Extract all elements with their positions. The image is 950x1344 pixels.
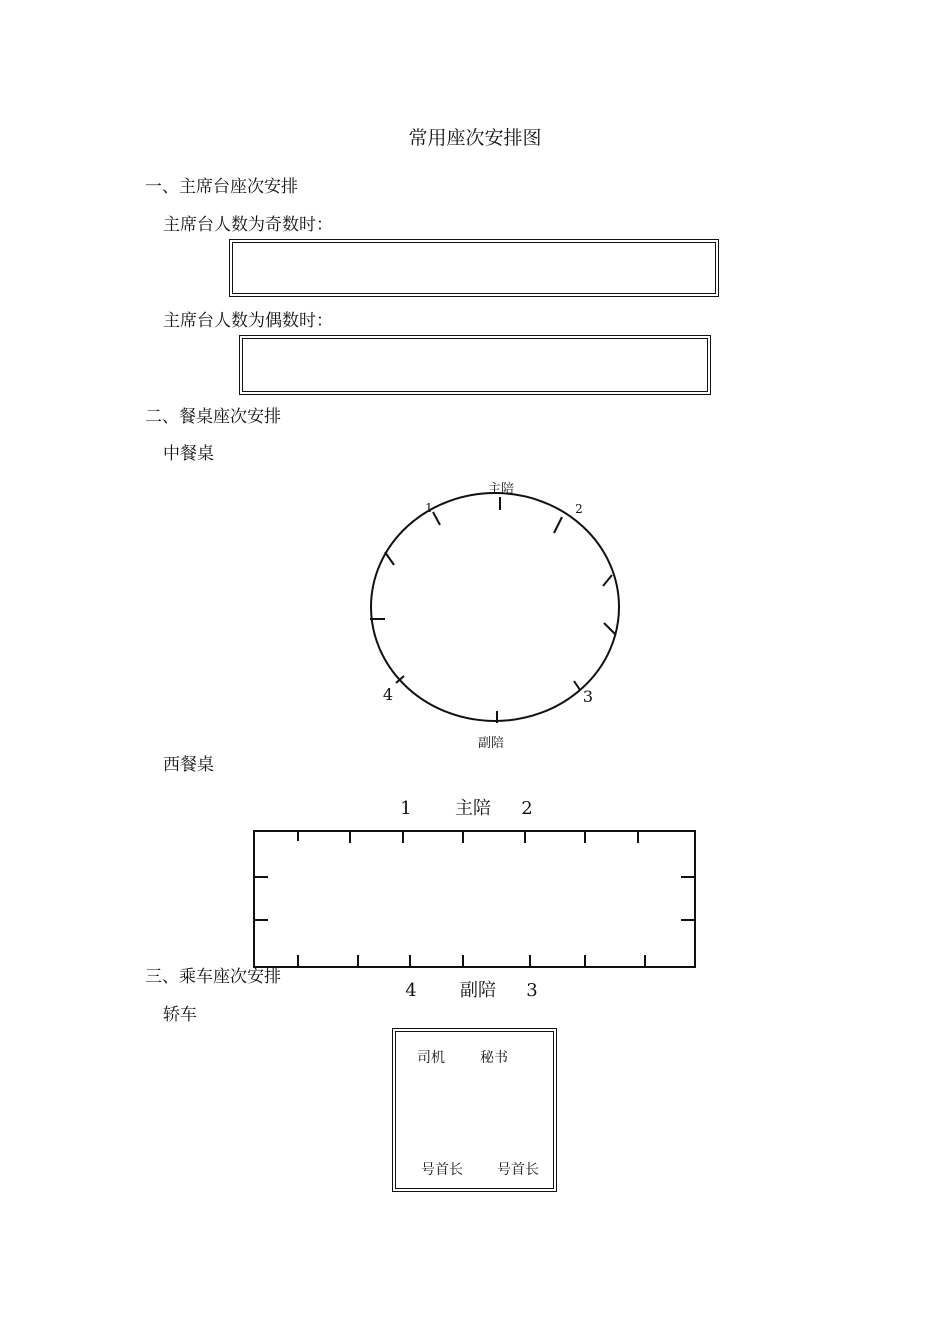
western-table-label: 西餐桌 bbox=[163, 755, 214, 775]
chinese-table-diagram bbox=[360, 475, 635, 755]
western-seat-ticks bbox=[254, 831, 695, 967]
chinese-seat-3: 3 bbox=[582, 687, 594, 706]
western-seat-2: 2 bbox=[521, 798, 533, 819]
western-seat-3: 3 bbox=[526, 980, 538, 1001]
rear-left-seat: 号首长 bbox=[421, 1162, 463, 1178]
driver-seat: 司机 bbox=[417, 1050, 445, 1066]
western-deputy-label: 副陪 bbox=[460, 980, 496, 1001]
western-host-label: 主陪 bbox=[455, 798, 491, 819]
chinese-host-label: 主陪 bbox=[487, 482, 515, 497]
secretary-seat: 秘书 bbox=[480, 1050, 508, 1066]
sedan-label: 轿车 bbox=[163, 1005, 197, 1025]
podium-odd-box bbox=[229, 239, 719, 297]
section-heading-vehicle: 三、乘车座次安排 bbox=[145, 967, 281, 987]
western-table-diagram bbox=[240, 788, 710, 1008]
western-seat-4: 4 bbox=[405, 980, 417, 1001]
chinese-table-label: 中餐桌 bbox=[163, 444, 214, 464]
seat-ticks bbox=[370, 497, 616, 723]
podium-even-box bbox=[239, 335, 711, 395]
chinese-seat-1: 1 bbox=[425, 501, 433, 515]
page-title: 常用座次安排图 bbox=[408, 127, 542, 149]
section-heading-dining: 二、餐桌座次安排 bbox=[145, 407, 281, 427]
western-seat-1: 1 bbox=[400, 798, 412, 819]
round-table bbox=[371, 493, 619, 721]
rear-right-seat: 号首长 bbox=[497, 1162, 539, 1178]
podium-even-label: 主席台人数为偶数时： bbox=[163, 311, 333, 331]
chinese-seat-4: 4 bbox=[382, 685, 394, 704]
long-table bbox=[254, 831, 695, 967]
chinese-seat-2: 2 bbox=[575, 502, 583, 516]
podium-odd-label: 主席台人数为奇数时： bbox=[163, 215, 333, 235]
chinese-deputy-label: 副陪 bbox=[477, 736, 505, 751]
section-heading-podium: 一、主席台座次安排 bbox=[145, 177, 298, 197]
